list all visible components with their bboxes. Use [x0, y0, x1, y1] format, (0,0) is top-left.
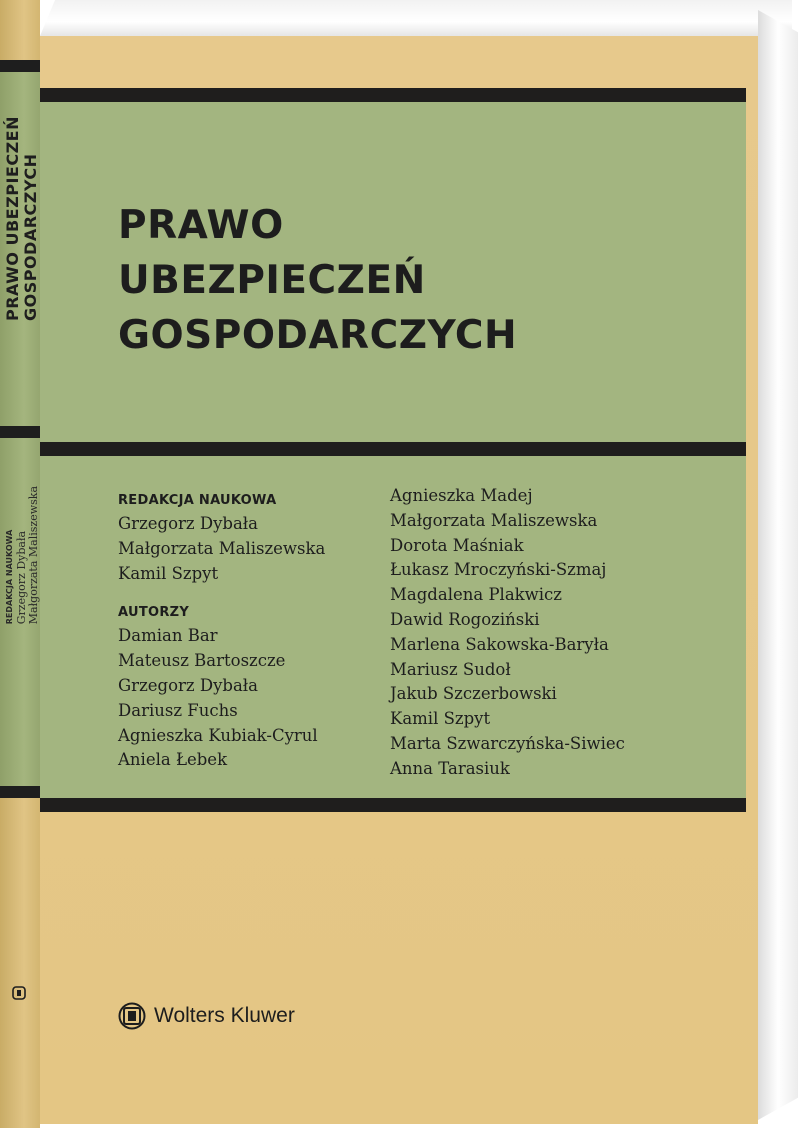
spine-bar-bottom — [0, 786, 40, 798]
author-name: Anna Tarasiuk — [390, 758, 510, 778]
credits-right-column — [390, 484, 625, 782]
title-line: GOSPODARCZYCH — [118, 313, 518, 358]
authors-label: AUTORZY — [118, 605, 190, 621]
editor-name: Małgorzata Maliszewska — [118, 538, 326, 558]
author-name: Marta Szwarczyńska-Siwiec — [390, 733, 625, 753]
title-line: PRAWO — [118, 203, 284, 248]
author-name: Jakub Szczerbowski — [390, 684, 557, 704]
spine-title-line: GOSPODARCZYCH — [21, 153, 40, 322]
spine-editor-name: Grzegorz Dybała — [15, 530, 28, 625]
spine-editors-label: REDAKCJA NAUKOWA — [5, 529, 14, 625]
credits-left-column — [118, 492, 325, 773]
book-title — [118, 198, 517, 363]
spine-bar-top — [0, 60, 40, 72]
author-name: Grzegorz Dybała — [118, 675, 258, 695]
top-black-bar — [40, 88, 746, 102]
spine-editor-name: Małgorzata Maliszewska — [27, 486, 40, 625]
middle-black-bar — [40, 442, 746, 456]
page-edge-top — [40, 0, 792, 36]
spine-bar-middle — [0, 426, 40, 438]
publisher-name: Wolters Kluwer — [154, 1004, 295, 1027]
author-name: Łukasz Mroczyński-Szmaj — [390, 560, 607, 580]
spine-title — [4, 116, 40, 321]
author-name: Małgorzata Maliszewska — [390, 510, 598, 530]
front-cover — [40, 36, 758, 1124]
author-name: Damian Bar — [118, 626, 218, 646]
bottom-black-bar — [40, 798, 746, 812]
author-name: Kamil Szpyt — [390, 709, 491, 729]
author-name: Agnieszka Madej — [390, 486, 533, 505]
author-name: Magdalena Plakwicz — [390, 585, 562, 605]
editor-name: Grzegorz Dybała — [118, 514, 258, 533]
author-name: Mariusz Sudoł — [390, 659, 511, 679]
title-line: UBEZPIECZEŃ — [118, 258, 426, 303]
author-name: Dawid Rogoziński — [390, 609, 540, 629]
editor-name: Kamil Szpyt — [118, 563, 219, 583]
spine-title-line: PRAWO UBEZPIECZEŃ — [3, 116, 22, 322]
author-name: Dariusz Fuchs — [118, 700, 238, 720]
page-edge-right — [758, 10, 798, 1120]
author-name: Agnieszka Kubiak-Cyrul — [118, 725, 318, 745]
wolters-kluwer-logo-icon — [118, 1002, 146, 1030]
editors-label: REDAKCJA NAUKOWA — [118, 493, 277, 508]
author-name: Aniela Łebek — [118, 750, 228, 770]
spine-publisher-logo-icon — [12, 986, 26, 1000]
publisher-logo — [118, 1002, 295, 1030]
book-spine — [0, 0, 40, 1128]
author-name: Mateusz Bartoszcze — [118, 651, 286, 671]
author-name: Dorota Maśniak — [390, 535, 524, 555]
author-name: Marlena Sakowska-Baryła — [390, 634, 609, 654]
